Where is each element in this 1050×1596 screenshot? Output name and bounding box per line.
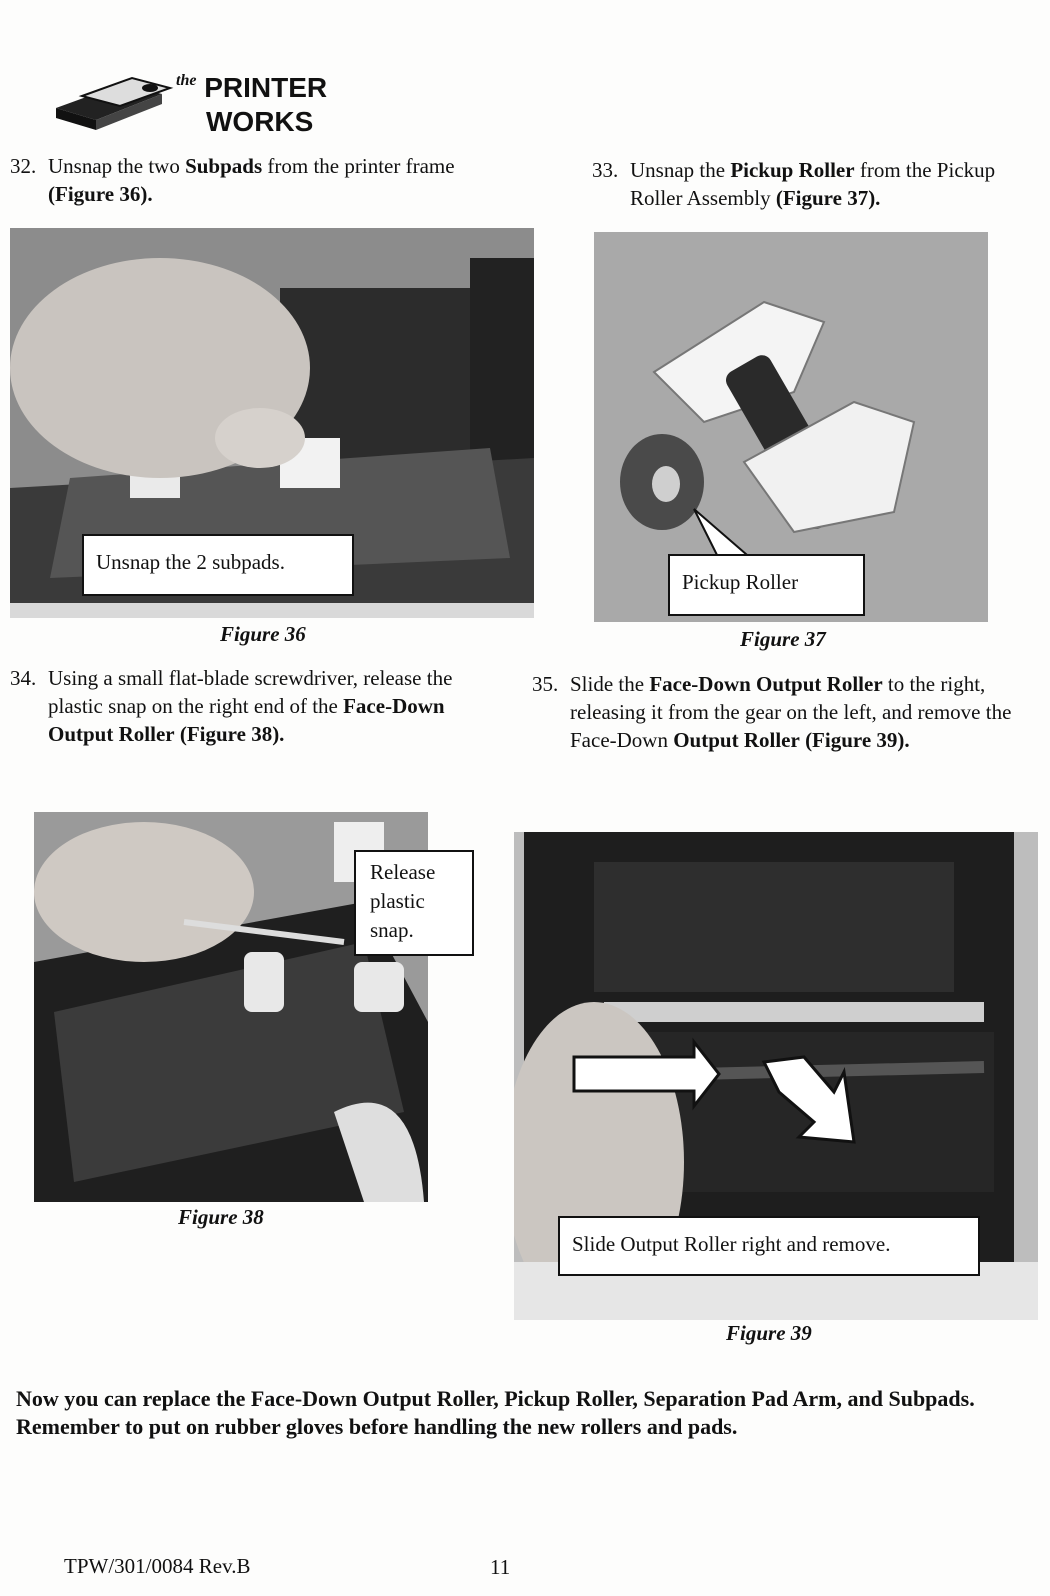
step-33: 33. Unsnap the Pickup Roller from the Pickup Roller Assembly (Figure 37). [592, 158, 996, 210]
step-number: 32. [10, 154, 37, 178]
step-32: 32. Unsnap the two Subpads from the printer frame (Figure 36). [10, 154, 455, 206]
step-34: 34. Using a small flat-blade screwdriver, release the plastic snap on the right end of the Face-Down Output Roller (Figure 38). [10, 666, 453, 746]
figure-37-callout: Pickup Roller [668, 554, 865, 616]
closing-paragraph: Now you can replace the Face-Down Output Roller, Pickup Roller, Separation Pad Arm, and Subpads. Remember to put on rubber gloves before handling the new rollers and pads. [16, 1386, 975, 1439]
figure-39-callout: Slide Output Roller right and remove. [558, 1216, 980, 1276]
figure-38-caption: Figure 38 [178, 1205, 264, 1229]
logo-line2: WORKS [206, 106, 314, 137]
footer-doc-id: TPW/301/0084 Rev.B [64, 1554, 251, 1578]
figure-37-caption: Figure 37 [740, 627, 826, 651]
figure-39-caption: Figure 39 [726, 1321, 812, 1345]
step-35: 35. Slide the Face-Down Output Roller to the right, releasing it from the gear on the left, and remove the Face-Down Output Roller (Figure 39). [532, 672, 1012, 752]
step-number: 35. [532, 672, 559, 696]
callout-line: plastic [370, 889, 425, 913]
step-number: 33. [592, 158, 619, 182]
logo-line1: PRINTER [204, 72, 328, 103]
logo [52, 66, 332, 136]
printer-works-logo-icon [52, 66, 192, 136]
figure-36-caption: Figure 36 [220, 622, 306, 646]
callout-line: snap. [370, 918, 414, 942]
logo-prefix: the [176, 72, 197, 89]
figure-38-callout [354, 850, 474, 956]
step-number: 34. [10, 666, 37, 690]
callout-line: Release [370, 860, 436, 884]
page-number: 11 [490, 1555, 511, 1579]
figure-36-callout: Unsnap the 2 subpads. [82, 534, 354, 596]
